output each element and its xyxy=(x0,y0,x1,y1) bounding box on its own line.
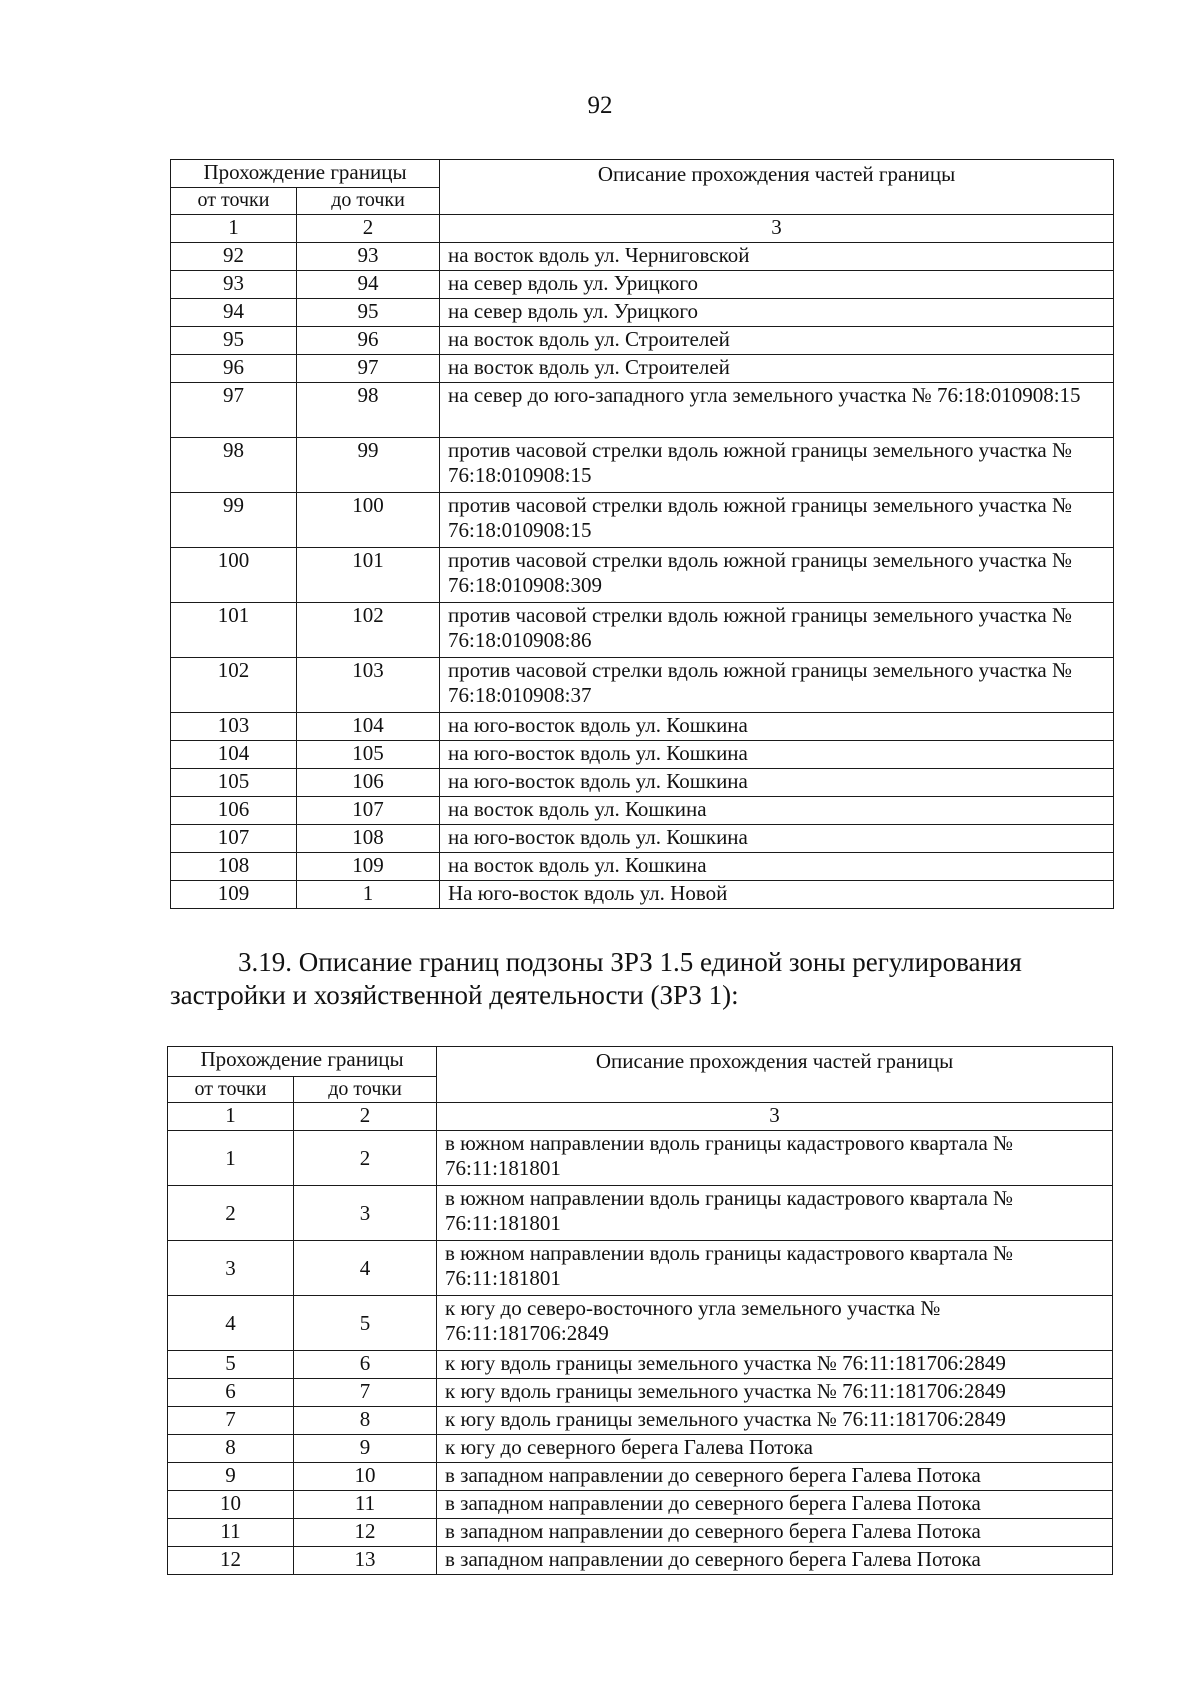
table-row xyxy=(168,1547,1113,1575)
to-point: 93 xyxy=(297,243,440,271)
column-number: 1 xyxy=(171,215,297,243)
column-number-row xyxy=(168,1103,1113,1131)
from-point: 3 xyxy=(168,1241,294,1296)
to-point: 96 xyxy=(297,327,440,355)
from-point: 96 xyxy=(171,355,297,383)
table-row xyxy=(168,1407,1113,1435)
boundary-description: к югу до северного берега Галева Потока xyxy=(437,1435,1113,1463)
boundary-description: против часовой стрелки вдоль южной границы земельного участка № 76:18:010908:15 xyxy=(440,438,1114,493)
table-row xyxy=(171,327,1114,355)
to-point: 106 xyxy=(297,769,440,797)
table-row xyxy=(171,853,1114,881)
boundary-description: в западном направлении до северного берега Галева Потока xyxy=(437,1463,1113,1491)
boundary-description: к югу вдоль границы земельного участка № 76:11:181706:2849 xyxy=(437,1407,1113,1435)
from-point: 95 xyxy=(171,327,297,355)
to-point: 97 xyxy=(297,355,440,383)
table-row xyxy=(171,383,1114,438)
to-point: 102 xyxy=(297,603,440,658)
to-point: 94 xyxy=(297,271,440,299)
boundary-description: на юго-восток вдоль ул. Кошкина xyxy=(440,741,1114,769)
table-body xyxy=(171,243,1114,909)
table-row xyxy=(168,1351,1113,1379)
from-point: 100 xyxy=(171,548,297,603)
header-boundary-passage: Прохождение границы xyxy=(168,1047,437,1077)
table-row xyxy=(171,438,1114,493)
boundary-description: против часовой стрелки вдоль южной границы земельного участка № 76:18:010908:86 xyxy=(440,603,1114,658)
table-row xyxy=(171,658,1114,713)
table-row xyxy=(171,769,1114,797)
table-row xyxy=(171,548,1114,603)
to-point: 7 xyxy=(294,1379,437,1407)
to-point: 95 xyxy=(297,299,440,327)
boundary-description: против часовой стрелки вдоль южной границы земельного участка № 76:18:010908:37 xyxy=(440,658,1114,713)
from-point: 1 xyxy=(168,1131,294,1186)
boundary-description: в западном направлении до северного берега Галева Потока xyxy=(437,1547,1113,1575)
to-point: 101 xyxy=(297,548,440,603)
header-description: Описание прохождения частей границы xyxy=(437,1047,1113,1103)
to-point: 107 xyxy=(297,797,440,825)
table-row xyxy=(171,271,1114,299)
page-number: 92 xyxy=(587,92,613,119)
from-point: 98 xyxy=(171,438,297,493)
to-point: 100 xyxy=(297,493,440,548)
from-point: 5 xyxy=(168,1351,294,1379)
boundary-description: в западном направлении до северного берега Галева Потока xyxy=(437,1491,1113,1519)
from-point: 2 xyxy=(168,1186,294,1241)
column-number-row xyxy=(171,215,1114,243)
from-point: 103 xyxy=(171,713,297,741)
to-point: 13 xyxy=(294,1547,437,1575)
to-point: 5 xyxy=(294,1296,437,1351)
to-point: 105 xyxy=(297,741,440,769)
to-point: 4 xyxy=(294,1241,437,1296)
boundary-description: на восток вдоль ул. Кошкина xyxy=(440,853,1114,881)
from-point: 107 xyxy=(171,825,297,853)
column-number: 3 xyxy=(440,215,1114,243)
from-point: 101 xyxy=(171,603,297,658)
table-row xyxy=(168,1186,1113,1241)
header-from-point: от точки xyxy=(171,188,297,215)
column-number: 2 xyxy=(294,1103,437,1131)
boundary-description: против часовой стрелки вдоль южной границы земельного участка № 76:18:010908:309 xyxy=(440,548,1114,603)
from-point: 12 xyxy=(168,1547,294,1575)
from-point: 99 xyxy=(171,493,297,548)
boundary-table-1 xyxy=(170,159,1114,909)
from-point: 104 xyxy=(171,741,297,769)
to-point: 109 xyxy=(297,853,440,881)
from-point: 9 xyxy=(168,1463,294,1491)
boundary-table-2 xyxy=(167,1046,1113,1575)
boundary-description: на восток вдоль ул. Черниговской xyxy=(440,243,1114,271)
table-row xyxy=(168,1296,1113,1351)
boundary-description: на север до юго-западного угла земельного участка № 76:18:010908:15 xyxy=(440,383,1114,438)
from-point: 6 xyxy=(168,1379,294,1407)
to-point: 6 xyxy=(294,1351,437,1379)
from-point: 7 xyxy=(168,1407,294,1435)
table-row xyxy=(171,355,1114,383)
to-point: 108 xyxy=(297,825,440,853)
column-number: 1 xyxy=(168,1103,294,1131)
to-point: 2 xyxy=(294,1131,437,1186)
to-point: 99 xyxy=(297,438,440,493)
header-description: Описание прохождения частей границы xyxy=(440,160,1114,215)
to-point: 10 xyxy=(294,1463,437,1491)
boundary-description: в западном направлении до северного берега Галева Потока xyxy=(437,1519,1113,1547)
boundary-description: на юго-восток вдоль ул. Кошкина xyxy=(440,825,1114,853)
table-row xyxy=(171,797,1114,825)
section-heading xyxy=(170,946,1112,1012)
column-number: 3 xyxy=(437,1103,1113,1131)
to-point: 98 xyxy=(297,383,440,438)
boundary-description: в южном направлении вдоль границы кадастрового квартала № 76:11:181801 xyxy=(437,1241,1113,1296)
table-row xyxy=(171,741,1114,769)
table-body xyxy=(168,1131,1113,1575)
column-number: 2 xyxy=(297,215,440,243)
table-row xyxy=(168,1131,1113,1186)
to-point: 104 xyxy=(297,713,440,741)
table-row xyxy=(168,1241,1113,1296)
from-point: 4 xyxy=(168,1296,294,1351)
table-row xyxy=(171,493,1114,548)
from-point: 102 xyxy=(171,658,297,713)
to-point: 103 xyxy=(297,658,440,713)
table-row xyxy=(171,243,1114,271)
from-point: 108 xyxy=(171,853,297,881)
to-point: 3 xyxy=(294,1186,437,1241)
boundary-description: к югу до северо-восточного угла земельного участка № 76:11:181706:2849 xyxy=(437,1296,1113,1351)
boundary-description: к югу вдоль границы земельного участка № 76:11:181706:2849 xyxy=(437,1379,1113,1407)
to-point: 12 xyxy=(294,1519,437,1547)
boundary-description: в южном направлении вдоль границы кадастрового квартала № 76:11:181801 xyxy=(437,1131,1113,1186)
from-point: 8 xyxy=(168,1435,294,1463)
boundary-description: на юго-восток вдоль ул. Кошкина xyxy=(440,713,1114,741)
table-row xyxy=(168,1435,1113,1463)
from-point: 93 xyxy=(171,271,297,299)
boundary-description: на восток вдоль ул. Строителей xyxy=(440,355,1114,383)
to-point: 11 xyxy=(294,1491,437,1519)
table-header-row xyxy=(168,1047,1113,1077)
header-from-point: от точки xyxy=(168,1077,294,1103)
from-point: 105 xyxy=(171,769,297,797)
from-point: 92 xyxy=(171,243,297,271)
to-point: 8 xyxy=(294,1407,437,1435)
from-point: 11 xyxy=(168,1519,294,1547)
table-row xyxy=(168,1491,1113,1519)
boundary-description: в южном направлении вдоль границы кадастрового квартала № 76:11:181801 xyxy=(437,1186,1113,1241)
table-row xyxy=(168,1519,1113,1547)
boundary-description: на восток вдоль ул. Строителей xyxy=(440,327,1114,355)
from-point: 109 xyxy=(171,881,297,909)
boundary-description: к югу вдоль границы земельного участка № 76:11:181706:2849 xyxy=(437,1351,1113,1379)
to-point: 1 xyxy=(297,881,440,909)
from-point: 94 xyxy=(171,299,297,327)
header-to-point: до точки xyxy=(294,1077,437,1103)
header-to-point: до точки xyxy=(297,188,440,215)
boundary-description: против часовой стрелки вдоль южной границы земельного участка № 76:18:010908:15 xyxy=(440,493,1114,548)
table-row xyxy=(171,603,1114,658)
table-row xyxy=(171,825,1114,853)
table-row xyxy=(171,713,1114,741)
from-point: 10 xyxy=(168,1491,294,1519)
table-row xyxy=(171,299,1114,327)
from-point: 97 xyxy=(171,383,297,438)
boundary-description: На юго-восток вдоль ул. Новой xyxy=(440,881,1114,909)
boundary-description: на юго-восток вдоль ул. Кошкина xyxy=(440,769,1114,797)
table-row xyxy=(168,1379,1113,1407)
header-boundary-passage: Прохождение границы xyxy=(171,160,440,188)
section-heading-line: застройки и хозяйственной деятельности (ЗРЗ 1): xyxy=(170,980,739,1010)
boundary-description: на восток вдоль ул. Кошкина xyxy=(440,797,1114,825)
boundary-description: на север вдоль ул. Урицкого xyxy=(440,299,1114,327)
boundary-description: на север вдоль ул. Урицкого xyxy=(440,271,1114,299)
to-point: 9 xyxy=(294,1435,437,1463)
from-point: 106 xyxy=(171,797,297,825)
table-row xyxy=(168,1463,1113,1491)
table-header-row xyxy=(171,160,1114,188)
section-heading-line: 3.19. Описание границ подзоны ЗРЗ 1.5 единой зоны регулирования xyxy=(238,947,1022,977)
table-row xyxy=(171,881,1114,909)
